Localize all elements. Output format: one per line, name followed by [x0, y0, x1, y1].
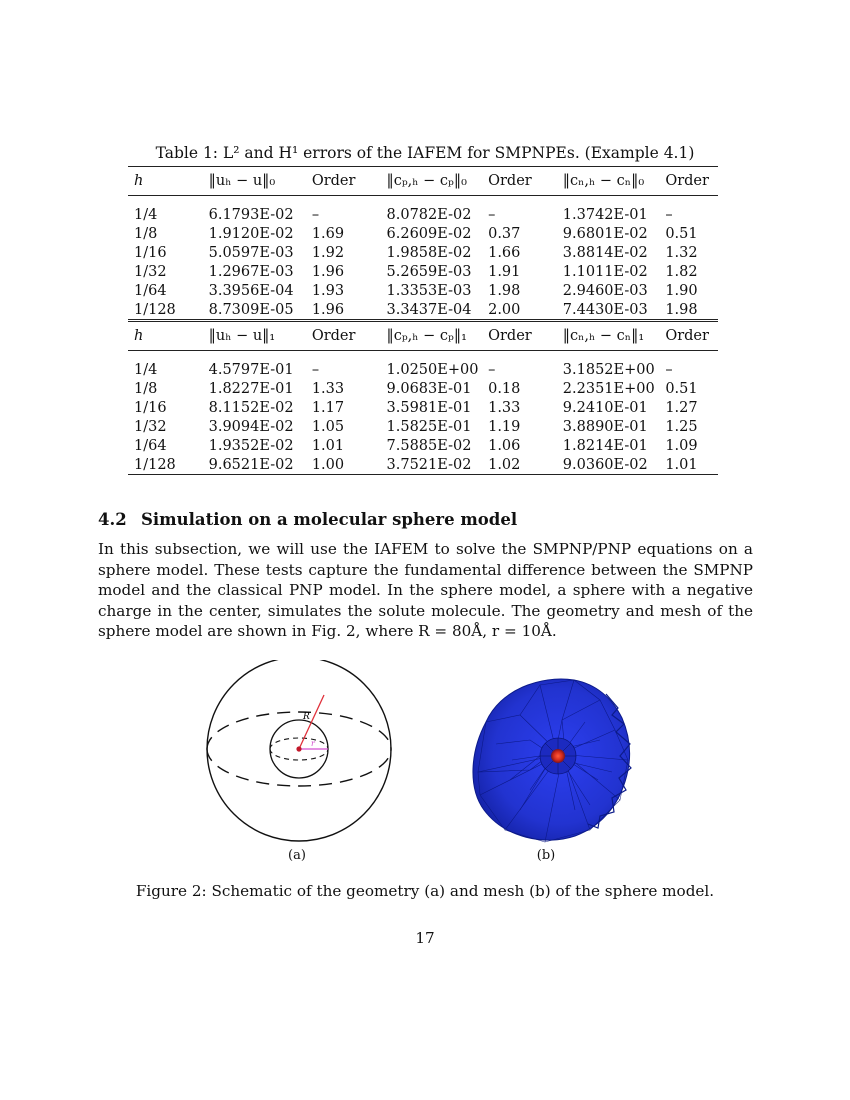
l2-table-row — [128, 281, 718, 300]
section-title: Simulation on a molecular sphere model — [141, 510, 518, 529]
l2-table-cell: 1.3353E-03 — [386, 282, 472, 299]
figure-caption: Figure 2: Schematic of the geometry (a) and mesh (b) of the sphere model. — [135, 882, 715, 900]
h1-table-cell: 3.8890E-01 — [562, 418, 648, 435]
h1-table-cell: 0.51 — [665, 380, 698, 397]
error-table — [128, 166, 718, 475]
table-caption: Table 1: L² and H¹ errors of the IAFEM for SMPNPEs. (Example 4.1) — [155, 144, 695, 162]
subfigure-label-b: (b) — [536, 848, 556, 863]
h1-table-cell: 1.9352E-02 — [208, 437, 294, 454]
l2-table-cell: 5.2659E-03 — [386, 263, 472, 280]
figure-2 — [0, 660, 850, 870]
h1-table-cell: – — [311, 361, 320, 378]
l2-table-cell: 0.51 — [665, 225, 698, 242]
label-small-radius: r — [311, 739, 315, 748]
h1-table-cell: 3.9094E-02 — [208, 418, 294, 435]
label-big-radius: R — [303, 712, 310, 722]
h1-header-cell: Order — [312, 321, 387, 351]
h1-table-row — [128, 398, 718, 417]
h1-table-cell: 9.0360E-02 — [563, 455, 666, 475]
l2-table-row — [128, 205, 718, 224]
sphere-geometry-schematic — [207, 660, 391, 841]
l2-table-cell: 1.9120E-02 — [208, 225, 294, 242]
l2-table-cell: 7.4430E-03 — [562, 301, 648, 318]
l2-table-cell: 3.8814E-02 — [562, 244, 648, 261]
h1-table-cell: 1/16 — [134, 399, 167, 416]
h1-table-cell: 1/8 — [134, 380, 158, 397]
l2-table-cell: 1.98 — [488, 282, 521, 299]
l2-table-cell: 1/32 — [134, 263, 167, 280]
l2-table-cell: 1.93 — [311, 282, 345, 299]
l2-table-cell: 1/128 — [134, 301, 176, 318]
h1-table-cell: 1.02 — [488, 455, 563, 475]
l2-table-cell: 1.90 — [665, 282, 698, 299]
h1-table-cell: 4.5797E-01 — [208, 361, 294, 378]
l2-table-cell: 1.69 — [311, 225, 345, 242]
l2-header-cell: Order — [312, 167, 387, 196]
h1-table-cell: 1.17 — [311, 399, 345, 416]
l2-table-cell: 1.1011E-02 — [562, 263, 648, 280]
l2-table-cell: 1.3742E-01 — [562, 206, 648, 223]
l2-table-cell: 1.9858E-02 — [386, 244, 472, 261]
h1-table-cell: 0.18 — [488, 380, 521, 397]
l2-table-cell: 1.98 — [665, 301, 698, 318]
l2-table-row — [128, 300, 718, 321]
h1-table-cell: 1.01 — [311, 437, 345, 454]
h1-table-row — [128, 379, 718, 398]
l2-table-row — [128, 243, 718, 262]
l2-table-cell: 1.96 — [311, 301, 345, 318]
l2-table-cell: – — [665, 206, 673, 223]
h1-table-cell: 8.1152E-02 — [208, 399, 294, 416]
h1-table-row — [128, 455, 718, 475]
h1-table-cell: 1/64 — [134, 437, 167, 454]
l2-table-row — [128, 224, 718, 243]
h1-table-cell: 1/4 — [134, 361, 158, 378]
outer-equator-back — [207, 712, 391, 749]
h1-table-cell: 1.00 — [312, 455, 387, 475]
l2-table-cell: 9.6801E-02 — [562, 225, 648, 242]
section-heading — [98, 510, 517, 529]
sphere-mesh-render — [473, 679, 631, 842]
h1-table-cell: 9.2410E-01 — [562, 399, 648, 416]
l2-table-cell: 1.96 — [311, 263, 345, 280]
page-number: 17 — [415, 929, 435, 947]
l2-section — [128, 167, 718, 321]
h1-section — [128, 321, 718, 475]
h1-table-cell: – — [488, 361, 496, 378]
h1-table-cell: 3.5981E-01 — [386, 399, 472, 416]
h1-table-cell: 1.25 — [665, 418, 698, 435]
h1-table-cell: 9.0683E-01 — [386, 380, 472, 397]
l2-table-cell: 5.0597E-03 — [208, 244, 294, 261]
l2-header-cell: ‖uₕ − u‖₀ — [209, 167, 312, 196]
h1-table-cell: 7.5885E-02 — [386, 437, 472, 454]
h1-table-cell: 3.7521E-02 — [387, 455, 489, 475]
l2-table-cell: 6.2609E-02 — [386, 225, 472, 242]
mesh-center-core — [551, 749, 565, 763]
h1-table-cell: 1.06 — [488, 437, 521, 454]
center-charge — [296, 746, 301, 751]
h1-table-cell: – — [665, 361, 673, 378]
h1-table-cell: 1.8227E-01 — [208, 380, 294, 397]
h1-header-cell: h — [128, 321, 209, 351]
h1-table-cell: 1/32 — [134, 418, 167, 435]
l2-table-cell: – — [311, 206, 320, 223]
h1-table-row — [128, 417, 718, 436]
h1-table-cell: 1.33 — [488, 399, 521, 416]
l2-header-cell: ‖cₚ,ₕ − cₚ‖₀ — [387, 167, 489, 196]
h1-table-row — [128, 436, 718, 455]
section-number: 4.2 — [98, 510, 127, 529]
h1-header-cell: ‖uₕ − u‖₁ — [209, 321, 312, 351]
h1-table-cell: 2.2351E+00 — [562, 380, 655, 397]
l2-table-cell: 1.92 — [311, 244, 345, 261]
outer-equator-front — [207, 749, 391, 786]
l2-table-cell: 1.66 — [488, 244, 521, 261]
l2-table-cell: 1/16 — [134, 244, 167, 261]
l2-table-cell: 6.1793E-02 — [208, 206, 294, 223]
l2-table-cell: 1.32 — [665, 244, 698, 261]
l2-header-cell: ‖cₙ,ₕ − cₙ‖₀ — [563, 167, 666, 196]
h1-header-cell: Order — [488, 321, 563, 351]
h1-header-cell: Order — [665, 321, 718, 351]
h1-table-cell: 1.0250E+00 — [386, 361, 479, 378]
l2-table-cell: 2.9460E-03 — [562, 282, 648, 299]
l2-table-cell: 1/64 — [134, 282, 167, 299]
h1-table-cell: 1.05 — [311, 418, 345, 435]
h1-table-cell: 1.27 — [665, 399, 698, 416]
h1-table-row — [128, 360, 718, 379]
h1-header-cell: ‖cₙ,ₕ − cₙ‖₁ — [563, 321, 666, 351]
l2-table-cell: 0.37 — [488, 225, 521, 242]
h1-table-cell: 1.01 — [665, 455, 718, 475]
l2-header-cell: h — [128, 167, 209, 196]
l2-table-cell: 1.2967E-03 — [208, 263, 294, 280]
h1-table-cell: 1.5825E-01 — [386, 418, 472, 435]
l2-header-cell: Order — [665, 167, 718, 196]
h1-header-row — [128, 321, 718, 351]
l2-table-cell: 8.0782E-02 — [386, 206, 472, 223]
h1-table-cell: 1.19 — [488, 418, 521, 435]
l2-table-cell: – — [488, 206, 496, 223]
l2-header-cell: Order — [488, 167, 563, 196]
h1-table-cell: 1/128 — [128, 455, 209, 475]
l2-table-cell: 1.82 — [665, 263, 698, 280]
h1-table-cell: 9.6521E-02 — [209, 455, 312, 475]
h1-table-cell: 1.8214E-01 — [562, 437, 648, 454]
subfigure-label-a: (a) — [288, 848, 306, 863]
l2-table-cell: 1.91 — [488, 263, 521, 280]
h1-table-cell: 1.33 — [311, 380, 345, 397]
h1-header-cell: ‖cₚ,ₕ − cₚ‖₁ — [387, 321, 489, 351]
h1-table-cell: 3.1852E+00 — [562, 361, 655, 378]
body-paragraph: In this subsection, we will use the IAFEM to solve the SMPNP/PNP equations on a sphere model. These tests capture the fundamental difference between the SMPNP model and the classical PNP model. In the sphere model, a sphere with a negative charge in the center, simulates the solute molecule. The geometry and mesh of the sphere model are shown in Fig. 2, where R = 80Å, r = 10Å. — [98, 540, 753, 640]
l2-table-cell: 3.3956E-04 — [208, 282, 294, 299]
h1-table-cell: 1.09 — [665, 437, 698, 454]
l2-table-cell: 1/8 — [134, 225, 158, 242]
l2-table-cell: 8.7309E-05 — [208, 301, 294, 318]
l2-table-cell: 3.3437E-04 — [386, 301, 472, 318]
l2-header-row — [128, 167, 718, 196]
l2-table-row — [128, 262, 718, 281]
l2-table-cell: 2.00 — [488, 301, 521, 318]
l2-table-cell: 1/4 — [134, 206, 158, 223]
